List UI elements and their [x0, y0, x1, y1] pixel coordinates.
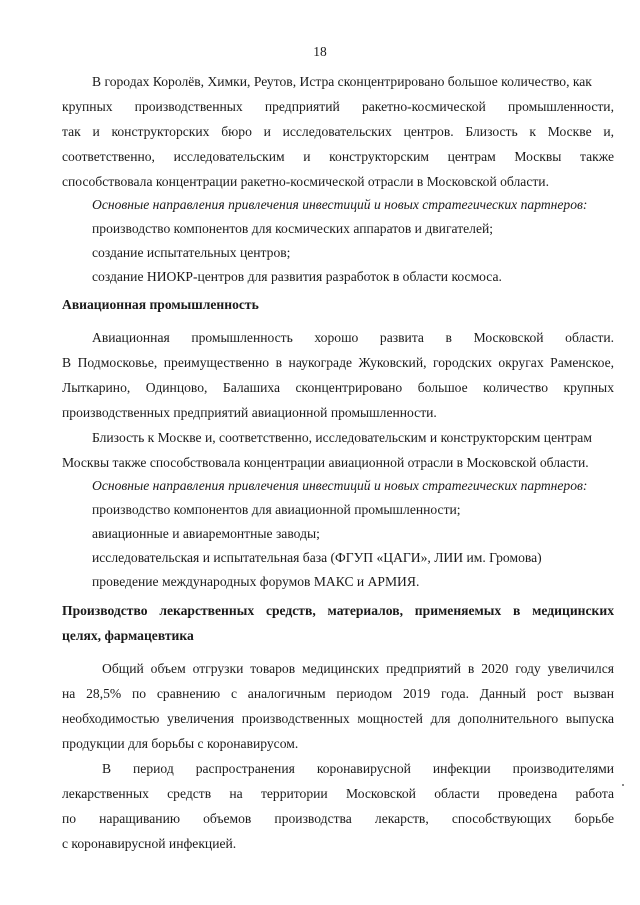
text-line: авиационные и авиаремонтные заводы; — [92, 526, 320, 541]
text-line: необходимостью увеличения производственных мощностей для дополнительного выпуска — [62, 711, 614, 726]
section-heading: Производство лекарственных средств, материалов, применяемых в медицинских — [62, 603, 614, 618]
text-line: производство компонентов для космических аппаратов и двигателей; — [92, 221, 494, 236]
text-line: В Подмосковье, преимущественно в наукограде Жуковский, городских округах Раменское, — [62, 355, 614, 370]
text-line: способствовала концентрации ракетно-космической отрасли в Московской области. — [62, 174, 549, 189]
text-line: Москвы также способствовала концентрации авиационной отрасли в Московской области. — [62, 455, 589, 470]
text-line: Авиационная промышленность хорошо развита в Московской области. — [92, 330, 614, 345]
text-line: производственных предприятий авиационной промышленности. — [62, 405, 437, 420]
scan-speck — [622, 784, 624, 786]
text-line: по наращиванию объемов производства лекарств, способствующих борьбе — [62, 811, 614, 826]
text-line: создание НИОКР-центров для развития разработок в области космоса. — [92, 269, 502, 284]
text-line: производство компонентов для авиационной промышленности; — [92, 502, 461, 517]
text-line: продукции для борьбы с коронавирусом. — [62, 736, 299, 751]
text-line: Лыткарино, Одинцово, Балашиха сконцентрировано большое количество крупных — [62, 380, 614, 395]
text-line: с коронавирусной инфекцией. — [62, 836, 237, 851]
text-line: проведение международных форумов МАКС и АРМИЯ. — [92, 574, 420, 589]
text-line: В городах Королёв, Химки, Реутов, Истра сконцентрировано большое количество, как — [92, 74, 592, 89]
text-line: крупных производственных предприятий ракетно-космической промышленности, — [62, 99, 614, 114]
text-line: соответственно, исследовательским и конструкторским центрам Москвы также — [62, 149, 614, 164]
text-line: лекарственных средств на территории Московской области проведена работа — [62, 786, 614, 801]
text-line: на 28,5% по сравнению с аналогичным периодом 2019 года. Данный рост вызван — [62, 686, 614, 701]
section-heading: Авиационная промышленность — [62, 297, 259, 312]
page-number: 18 — [313, 44, 327, 59]
text-line: В период распространения коронавирусной инфекции производителями — [102, 761, 614, 776]
text-line: Общий объем отгрузки товаров медицинских предприятий в 2020 году увеличился — [102, 661, 614, 676]
text-line-italic: Основные направления привлечения инвестиций и новых стратегических партнеров: — [92, 478, 588, 493]
section-heading: целях, фармацевтика — [62, 628, 194, 643]
text-line-italic: Основные направления привлечения инвестиций и новых стратегических партнеров: — [92, 197, 588, 212]
text-line: так и конструкторских бюро и исследовательских центров. Близость к Москве и, — [62, 124, 614, 139]
text-line: Близость к Москве и, соответственно, исследовательским и конструкторским центрам — [92, 430, 592, 445]
text-line: создание испытательных центров; — [92, 245, 291, 260]
text-line: исследовательская и испытательная база (ФГУП «ЦАГИ», ЛИИ им. Громова) — [92, 550, 542, 565]
